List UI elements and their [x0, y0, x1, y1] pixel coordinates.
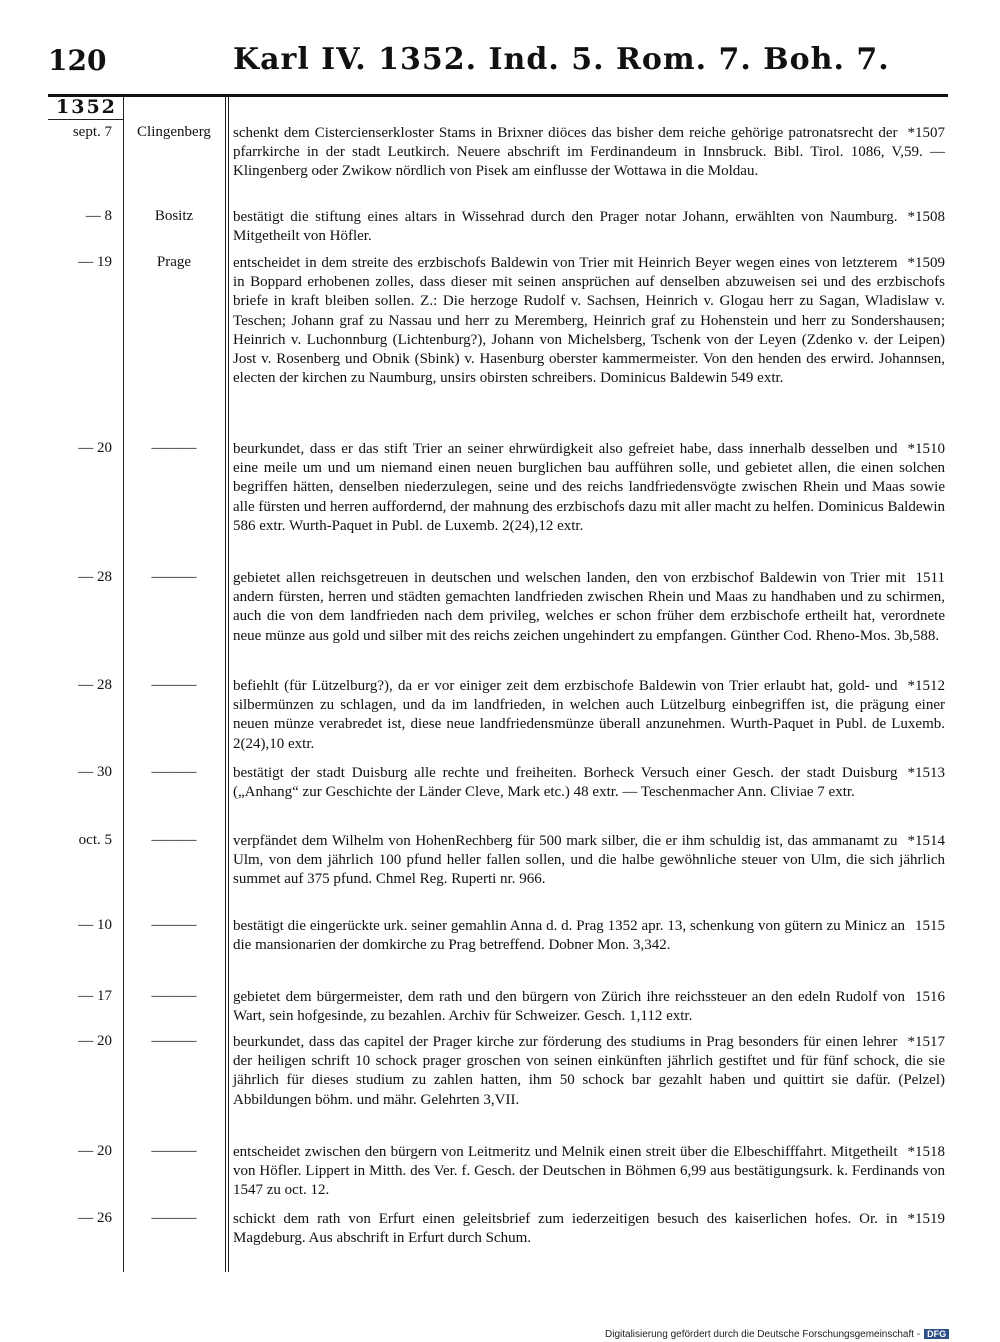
entry-number: *1509	[907, 255, 945, 271]
entry-date: — 30	[78, 764, 112, 780]
entry-place: Prage	[156, 254, 192, 270]
header-rule	[48, 94, 948, 97]
entry-text: *1508 bestätigt die stiftung eines altars in Wissehrad durch den Prager notar Johann, erwählten von Naumburg. Mitgetheilt von Höfler.	[233, 209, 945, 245]
entry-text: *1507 schenkt dem Cistercienserkloster Stams in Brixner diöces das bisher dem reiche gehörige patronatsrecht der pfarrkirche in der stadt Leutkirch. Neuere abschrift im Ferdinandeum in Innsbruck. Bibl. Tirol. 1086, V,59. — Klingenberg oder Zwikow nördlich von Pisek am einflusse der Wottawa in die Moldau.	[233, 125, 945, 180]
footer-credit	[605, 1324, 985, 1338]
column-divider	[228, 97, 229, 1272]
entry-number: 1516	[915, 989, 945, 1005]
entry-place: ———	[151, 440, 197, 456]
entry-number: *1508	[907, 209, 945, 225]
entry-text: *1513 bestätigt der stadt Duisburg alle rechte und freiheiten. Borheck Versuch einer Gesch. der stadt Duisburg („Anhang“ zur Geschichte der Länder Cleve, Mark etc.) 48 extr. — Teschenmacher Ann. Cliviae 7 extr.	[233, 765, 945, 801]
page-title: Karl IV. 1352. Ind. 5. Rom. 7. Boh. 7.	[233, 42, 890, 77]
entry-number: *1517	[907, 1034, 945, 1050]
entry-place: ———	[151, 764, 197, 780]
year-rule	[48, 119, 123, 120]
entry-place: ———	[151, 988, 197, 1004]
entry-text: *1509 entscheidet in dem streite des erzbischofs Baldewin von Trier mit Heinrich Beyer wegen eines von letzterem in Boppard erhobenen zolles, dass dieser mit seinen ansprüchen auf denselben abzuweisen sei und des erzbischofs briefe in kraft bleiben sollen. Z.: Die herzoge Rudolf v. Sachsen, Heinrich v. Glogau herr zu Sagan, Wladislaw v. Teschen; Johann graf zu Nassau und herr zu Meremberg, Heinrich graf zu Hohenstein und herr zu Sondershausen; Heinrich v. Luchonnburg (Lichtenburg?), Johann von Michelsberg, Tschenk von der Leyen (Zdenko v. der Leipen) Jost v. Rosenberg und Obnik (Sbink) v. Hasenburg oberster kammermeister. Von den henden des erwird. Johannsen, electen der kirchen zu Naumburg, unsirs obirsten schreibers. Dominicus Baldewin 549 extr.	[233, 255, 945, 387]
entry-number: *1507	[907, 125, 945, 141]
entry-text: *1517 beurkundet, dass das capitel der Prager kirche zur förderung des studiums in Prag besonders für einen lehrer der heiligen schrift 10 schock prager groschen von seinen einkünften jährlich gestiftet und für fünf schock, die sie jährlich für dieses studium zu zahlen hatten, ihm 50 schock bar gezahlt haben und quittirt sie dafür. (Pelzel) Abbildungen böhm. und mähr. Gelehrten 3,VII.	[233, 1034, 945, 1108]
page-number: 120	[48, 44, 107, 77]
entry-text: *1519 schickt dem rath von Erfurt einen geleitsbrief zum iederzeitigen besuch des kaiserlichen hofes. Or. in Magdeburg. Aus abschrift in Erfurt durch Schum.	[233, 1211, 945, 1247]
entry-text: *1514 verpfändet dem Wilhelm von HohenRechberg für 500 mark silber, die er ihm schuldig ist, das ammanamt zu Ulm, von dem jährlich 100 pfund heller fallen sollen, und die halbe gewöhnliche steuer von Ulm, die sich jährlich summet auf 375 pfund. Chmel Reg. Ruperti nr. 966.	[233, 833, 945, 888]
entry-date: — 28	[78, 677, 112, 693]
dfg-logo: DFG	[924, 1329, 949, 1339]
entry-place: ———	[151, 1033, 197, 1049]
column-divider	[225, 97, 226, 1272]
entry-place: Clingenberg	[137, 124, 211, 140]
entry-place: ———	[151, 569, 197, 585]
entry-place: Bositz	[154, 208, 194, 224]
entry-text: *1512 befiehlt (für Lützelburg?), da er vor einiger zeit dem erzbischofe Baldewin von Trier erlaubt hat, gold- und silbermünzen zu schlagen, und da im landfrieden, in welchen auch Lützelburg einbegriffen ist, die prägung einer neuen münze verabredet ist, diese neue landfriedensmünze überall anzunehmen. Wurth-Paquet in Publ. de Luxemb. 2(24),10 extr.	[233, 678, 945, 752]
column-divider	[123, 97, 124, 1272]
entry-number: *1510	[907, 441, 945, 457]
entry-number: 1515	[915, 918, 945, 934]
entry-number: 1511	[915, 570, 945, 586]
footer-text: Digitalisierung gefördert durch die Deutsche Forschungsgemeinschaft -	[605, 1329, 921, 1340]
entry-date: — 20	[78, 1033, 112, 1049]
entry-text: 1511 gebietet allen reichsgetreuen in deutschen und welschen landen, den von erzbischof Baldewin von Trier mit andern fürsten, herren und städten gemachten landfrieden zwischen Rhein und Maas zu handhaben und zu schirmen, auch die von dem landfrieden nach dem privileg, welches er schon früher dem erzbischofe ertheilt hat, verordnete neue münze aus gold und silber mit des reichs zeichen ungehindert zu empfangen. Günther Cod. Rheno-Mos. 3b,588.	[233, 570, 945, 644]
entry-date: oct. 5	[78, 832, 112, 848]
entry-date: — 19	[78, 254, 112, 270]
entry-place: ———	[151, 1210, 197, 1226]
entry-number: *1512	[907, 678, 945, 694]
entry-text: 1515 bestätigt die eingerückte urk. seiner gemahlin Anna d. d. Prag 1352 apr. 13, schenkung von gütern zu Minicz an die mansionarien der domkirche zu Prag betreffend. Dobner Mon. 3,342.	[233, 918, 945, 954]
year-label: 1352	[56, 96, 117, 118]
entry-date: sept. 7	[72, 124, 112, 140]
entry-place: ———	[151, 917, 197, 933]
running-head	[48, 44, 948, 84]
entry-text: 1516 gebietet dem bürgermeister, dem rath und den bürgern von Zürich ihre reichssteuer an den edeln Rudolf von Wart, sein hofgesinde, zu bezahlen. Archiv für Schweizer. Gesch. 1,112 extr.	[233, 989, 945, 1025]
entry-number: *1514	[907, 833, 945, 849]
entry-place: ———	[151, 832, 197, 848]
entry-number: *1518	[907, 1144, 945, 1160]
entry-text: *1518 entscheidet zwischen den bürgern von Leitmeritz und Melnik einen streit über die Elbeschifffahrt. Mitgetheilt von Höfler. Lippert in Mitth. des Ver. f. Gesch. der Deutschen in Böhmen 6,99 aus bestätigungsurk. k. Ferdinands von 1547 zu oct. 12.	[233, 1144, 945, 1199]
entry-date: — 8	[85, 208, 112, 224]
entry-date: — 17	[78, 988, 112, 1004]
entry-date: — 20	[78, 440, 112, 456]
entry-number: *1519	[907, 1211, 945, 1227]
entry-text: *1510 beurkundet, dass er das stift Trier an seiner ehrwürdigkeit also gefreiet habe, dass innerhalb desselben und eine meile um und um niemand einen neuen burglichen bau aufführen solle, und gebietet allen, die einen solchen begriffen hätten, denselben niederzulegen, seine und des reichs landfriedensvögte zwischen Rhein und Maas sowie alle fürsten und herren auffordernd, der mahnung des erzbischofs dazu mit aller macht zu helfen. Dominicus Baldewin 586 extr. Wurth-Paquet in Publ. de Luxemb. 2(24),12 extr.	[233, 441, 945, 534]
entry-date: — 10	[78, 917, 112, 933]
entry-date: — 26	[78, 1210, 112, 1226]
entry-place: ———	[151, 677, 197, 693]
entry-number: *1513	[907, 765, 945, 781]
entry-place: ———	[151, 1143, 197, 1159]
entry-date: — 20	[78, 1143, 112, 1159]
entry-date: — 28	[78, 569, 112, 585]
